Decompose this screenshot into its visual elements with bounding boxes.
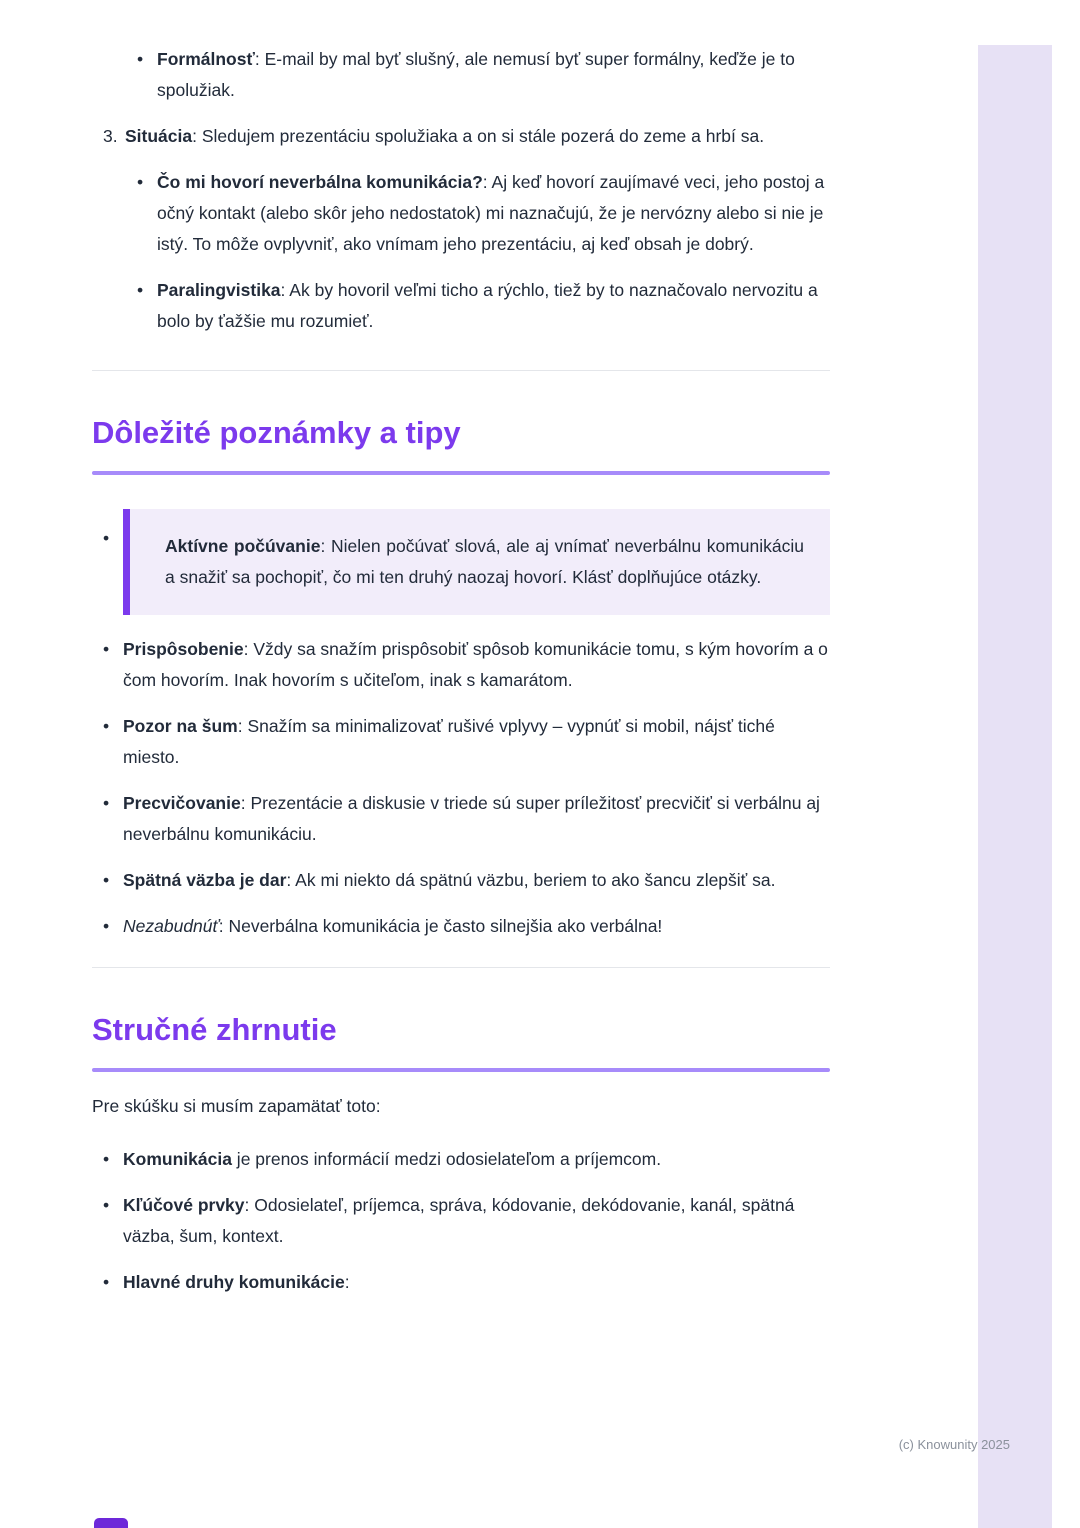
- term-label: Formálnosť: [157, 49, 255, 69]
- bullet-icon: [103, 788, 123, 819]
- list-item-spatna-vazba: [103, 865, 830, 896]
- bullet-icon: [137, 167, 157, 198]
- term-body: : Aj keď hovorí zaujímavé veci, jeho postoj a očný kontakt (alebo skôr jeho nedostatok) mi naznačujú, že je nervózny alebo si nie je istý. To môže ovplyvniť, ako vnímam jeho prezentáciu, aj keď obsah je dobrý.: [157, 172, 825, 254]
- section-title-tips: Dôležité poznámky a tipy: [92, 415, 461, 450]
- section-divider: [92, 967, 830, 968]
- list-item-precvicovanie: [103, 788, 830, 850]
- list-item-prisposobenie: [103, 634, 830, 696]
- term-body: je prenos informácií medzi odosielateľom a príjemcom.: [231, 1149, 662, 1169]
- term-label: Komunikácia: [123, 1149, 232, 1169]
- bullet-icon: [103, 1267, 123, 1298]
- list-item-neverbalna: [137, 167, 830, 260]
- term-body: : Odosielateľ, príjemca, správa, kódovanie, dekódovanie, kanál, spätná väzba, šum, kontext.: [123, 1195, 795, 1246]
- bullet-icon: [103, 1144, 123, 1175]
- term-label: Nezabudnúť: [123, 916, 219, 936]
- term-label: Spätná väzba je dar: [123, 870, 287, 890]
- summary-intro-text: Pre skúšku si musím zapamätať toto:: [92, 1096, 381, 1116]
- term-label: Precvičovanie: [123, 793, 241, 813]
- heading-underline-bar: [92, 471, 830, 475]
- term-label: Aktívne počúvanie: [165, 536, 321, 556]
- list-item-formalnost: [137, 44, 830, 106]
- copyright-text: (c) Knowunity 2025: [898, 1437, 1010, 1452]
- bullet-icon: [103, 711, 123, 742]
- bullet-icon: [137, 44, 157, 75]
- list-item-paralingvistika: [137, 275, 830, 337]
- term-label: Kľúčové prvky: [123, 1195, 245, 1215]
- item-number: 3.: [103, 126, 118, 146]
- numbered-item-text: [125, 121, 830, 152]
- term-body: : Sledujem prezentáciu spolužiaka a on si stále pozerá do zeme a hrbí sa.: [192, 126, 765, 146]
- term-label: Prispôsobenie: [123, 639, 244, 659]
- term-body: : Prezentácie a diskusie v triede sú super príležitosť precvičiť si verbálnu aj neverbálnu komunikáciu.: [123, 793, 820, 844]
- term-body: : Vždy sa snažím prispôsobiť spôsob komunikácie tomu, s kým hovorím a o čom hovorím. Inak hovorím s učiteľom, inak s kamarátom.: [123, 639, 828, 690]
- list-item-text: [123, 1190, 830, 1252]
- list-item-text: [123, 711, 830, 773]
- term-label: Čo mi hovorí neverbálna komunikácia?: [157, 172, 483, 192]
- term-body: : Ak by hovoril veľmi ticho a rýchlo, tiež by to naznačovalo nervozitu a bolo by ťažšie mu rozumieť.: [157, 280, 818, 331]
- term-body: : Snažím sa minimalizovať rušivé vplyvy – vypnúť si mobil, nájsť tiché miesto.: [123, 716, 775, 767]
- bullet-icon: [103, 509, 123, 554]
- list-item-text: [123, 1144, 830, 1175]
- list-item-text: [123, 865, 830, 896]
- list-item-nezabudnut: [103, 911, 830, 942]
- list-item-pozor-na-sum: [103, 711, 830, 773]
- term-label: Hlavné druhy komunikácie: [123, 1272, 345, 1292]
- list-item-text: [157, 44, 830, 106]
- callout-list-item: [103, 509, 830, 615]
- term-body: : Neverbálna komunikácia je často silnejšia ako verbálna!: [218, 916, 663, 936]
- numbered-item-3: [92, 121, 830, 152]
- callout-text: [165, 531, 804, 593]
- callout-box: [123, 509, 830, 615]
- list-item-text: [157, 167, 830, 260]
- term-label: Situácia: [125, 126, 193, 146]
- list-item-klucove-prvky: [103, 1190, 830, 1252]
- section-divider: [92, 370, 830, 371]
- bullet-icon: [103, 634, 123, 665]
- bottom-left-purple-accent: [94, 1518, 128, 1528]
- term-label: Paralingvistika: [157, 280, 281, 300]
- list-item-text: [123, 788, 830, 850]
- list-item-text: [123, 634, 830, 696]
- list-item-hlavne-druhy: [103, 1267, 830, 1298]
- term-body: :: [344, 1272, 350, 1292]
- term-body: : Nielen počúvať slová, ale aj vnímať neverbálnu komunikáciu a snažiť sa pochopiť, čo mi ten druhý naozaj hovorí. Klásť doplňujúce otázky.: [165, 536, 804, 587]
- term-label: Pozor na šum: [123, 716, 238, 736]
- list-item-text: [123, 1267, 830, 1298]
- term-body: : E-mail by mal byť slušný, ale nemusí byť super formálny, keďže je to spolužiak.: [157, 49, 795, 100]
- bullet-icon: [137, 275, 157, 306]
- list-item-text: [157, 275, 830, 337]
- term-body: : Ak mi niekto dá spätnú väzbu, beriem to ako šancu zlepšiť sa.: [286, 870, 776, 890]
- bullet-icon: [103, 865, 123, 896]
- bullet-icon: [103, 911, 123, 942]
- list-item-komunikacia: [103, 1144, 830, 1175]
- bullet-icon: [103, 1190, 123, 1221]
- section-title-summary: Stručné zhrnutie: [92, 1012, 337, 1047]
- heading-underline-bar: [92, 1068, 830, 1072]
- list-item-text: [123, 911, 830, 942]
